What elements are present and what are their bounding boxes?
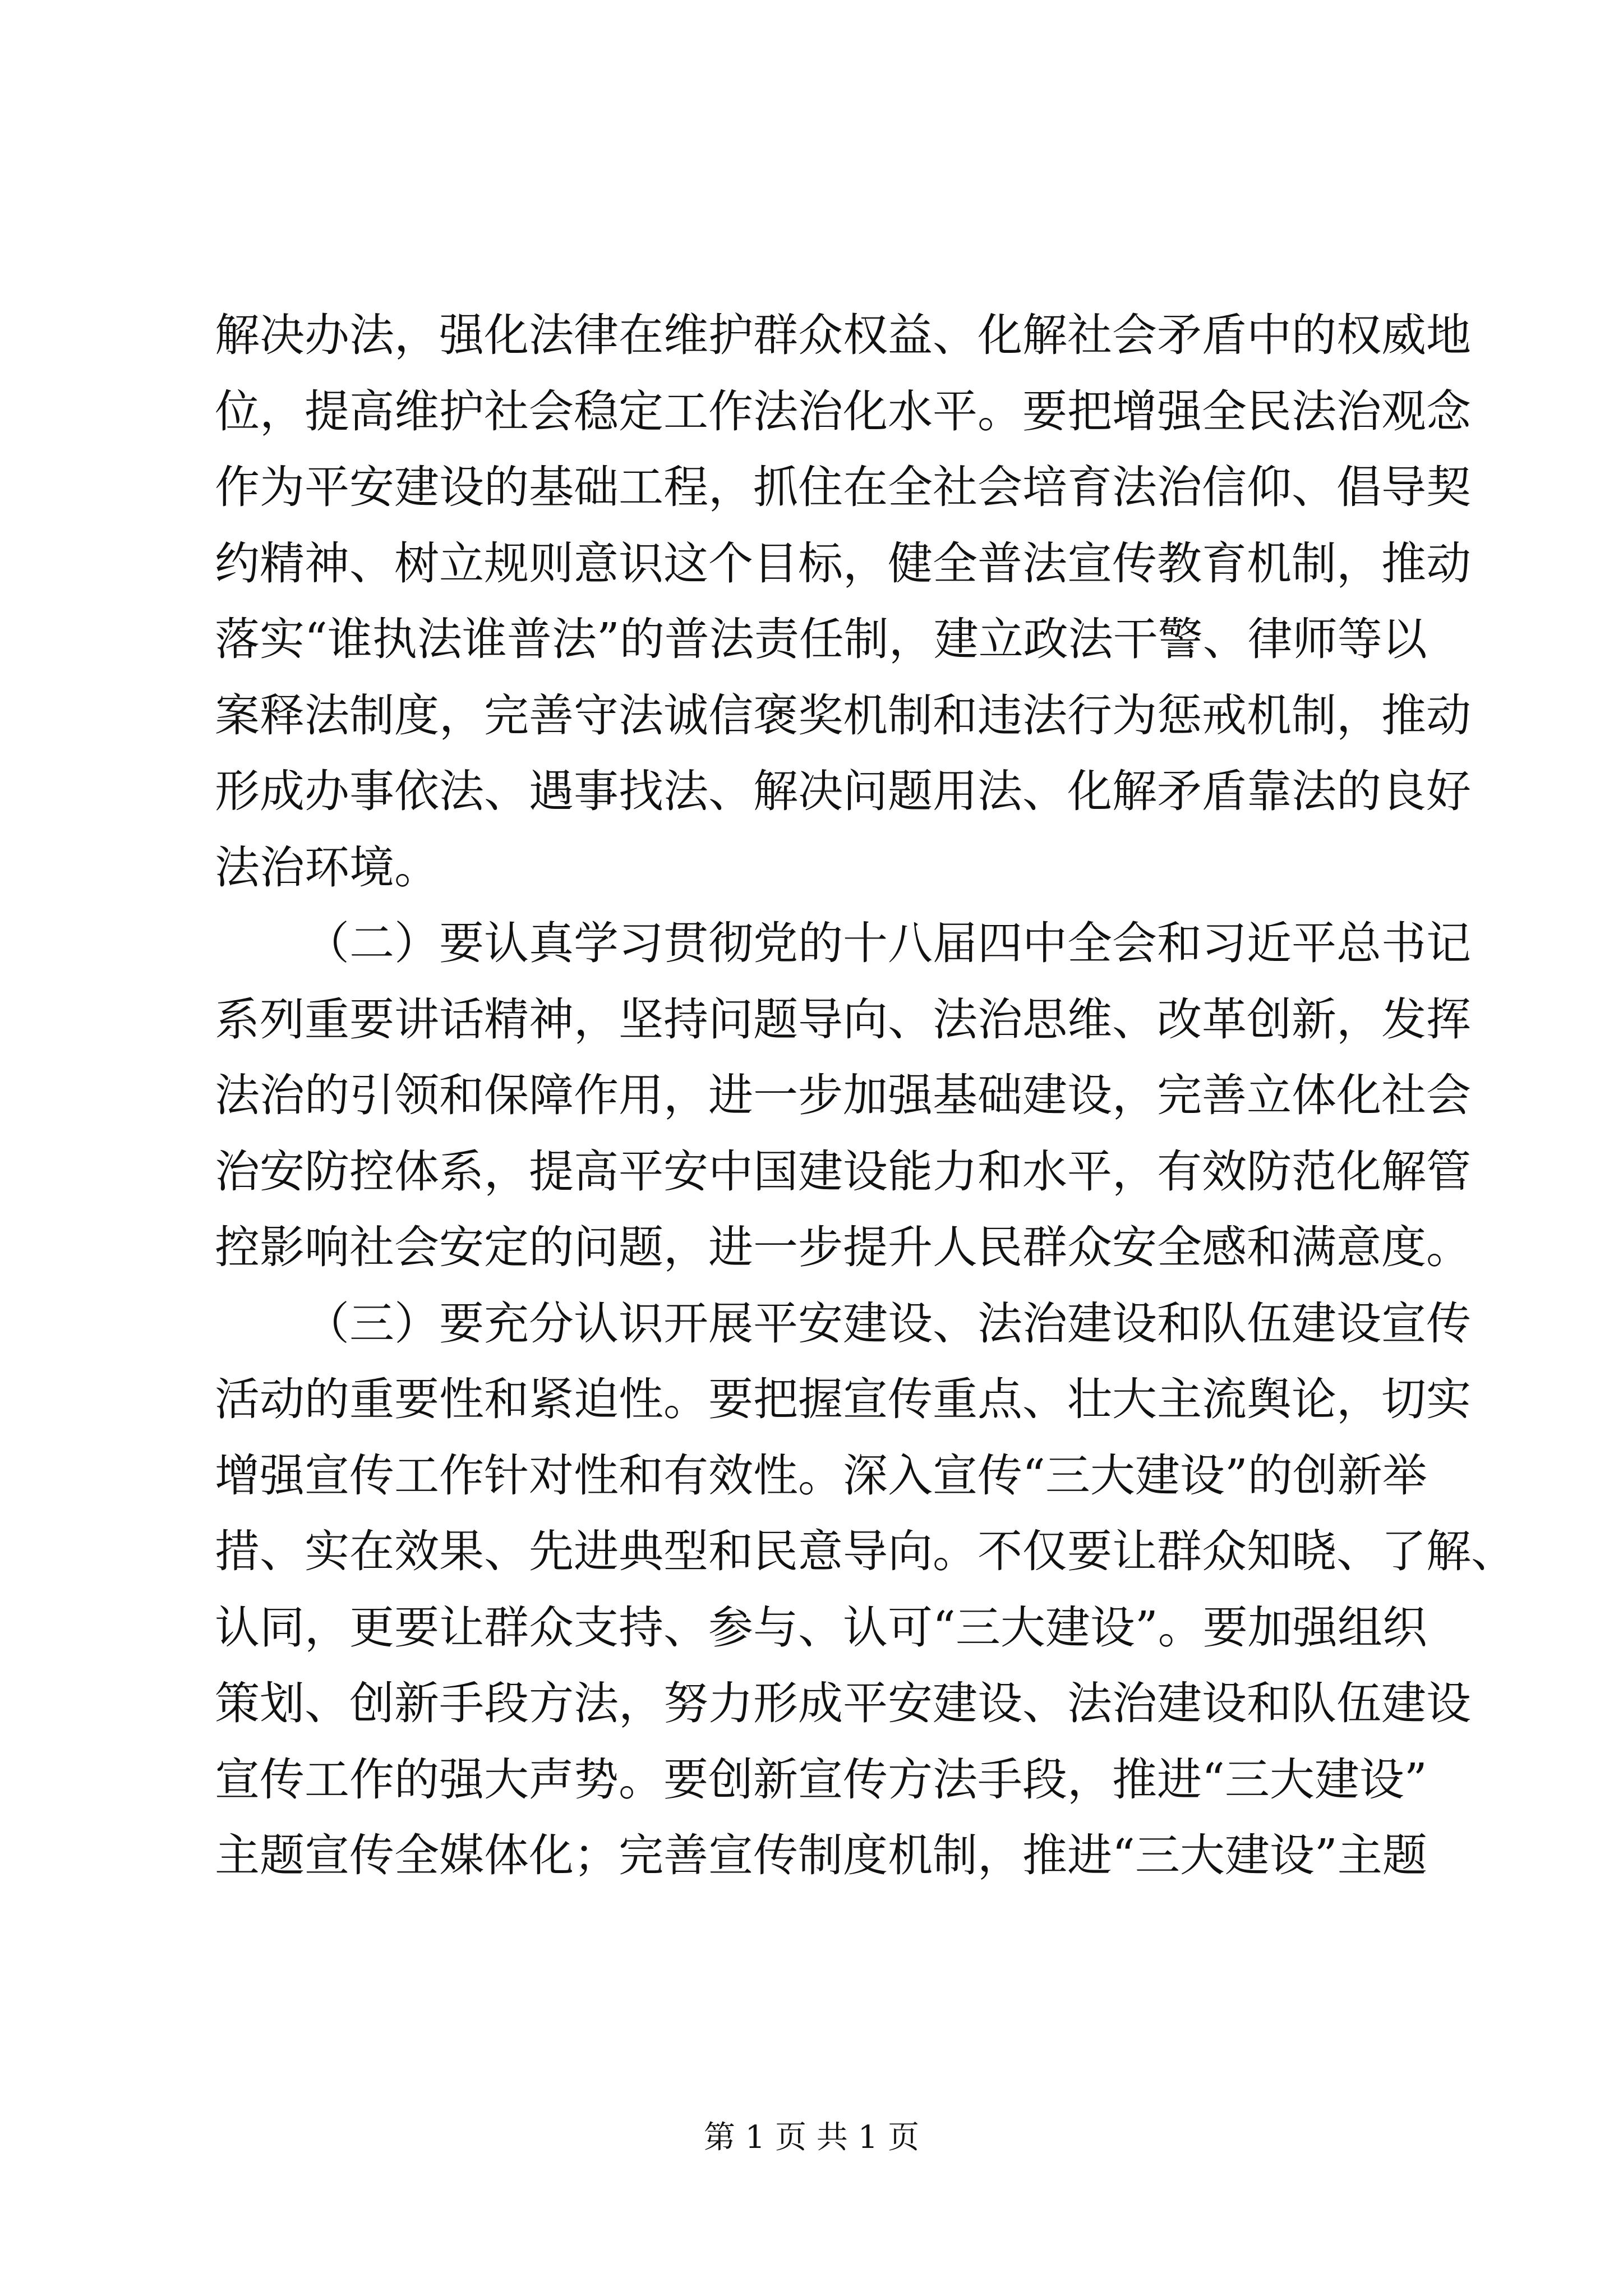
paragraph-heading-3: （三）要充分认识开展平安建设、法治建设和队伍建设宣传 xyxy=(305,1297,1471,1350)
page-footer: 第 1 页 共 1 页 xyxy=(703,2119,920,2156)
text-line: 位，提高维护社会稳定工作法治化水平。要把增强全民法治观念 xyxy=(215,385,1471,438)
text-line: 法治环境。 xyxy=(215,841,439,894)
text-line: 法治的引领和保障作用，进一步加强基础建设，完善立体化社会 xyxy=(215,1069,1471,1121)
text-line: 增强宣传工作针对性和有效性。深入宣传“三大建设”的创新举 xyxy=(215,1449,1427,1502)
text-line: 认同，更要让群众支持、参与、认可“三大建设”。要加强组织 xyxy=(215,1601,1427,1654)
text-line: 落实“谁执法谁普法”的普法责任制，建立政法干警、律师等以 xyxy=(215,613,1427,665)
text-line: 案释法制度，完善守法诚信褒奖机制和违法行为惩戒机制，推动 xyxy=(215,689,1471,742)
text-line: 解决办法，强化法律在维护群众权益、化解社会矛盾中的权威地 xyxy=(215,309,1471,361)
text-line: 策划、创新手段方法，努力形成平安建设、法治建设和队伍建设 xyxy=(215,1677,1471,1729)
text-line: 约精神、树立规则意识这个目标，健全普法宣传教育机制，推动 xyxy=(215,537,1471,590)
text-line: 活动的重要性和紧迫性。要把握宣传重点、壮大主流舆论，切实 xyxy=(215,1373,1471,1425)
text-line: 系列重要讲话精神，坚持问题导向、法治思维、改革创新，发挥 xyxy=(215,993,1471,1046)
text-line: 形成办事依法、遇事找法、解决问题用法、化解矛盾靠法的良好 xyxy=(215,765,1471,817)
text-line: 治安防控体系，提高平安中国建设能力和水平，有效防范化解管 xyxy=(215,1145,1471,1198)
text-line: 宣传工作的强大声势。要创新宣传方法手段，推进“三大建设” xyxy=(215,1753,1427,1806)
document-body xyxy=(215,297,1516,1894)
text-line: 控影响社会安定的问题，进一步提升人民群众安全感和满意度。 xyxy=(215,1221,1471,1273)
text-line: 主题宣传全媒体化；完善宣传制度机制，推进“三大建设”主题 xyxy=(215,1829,1427,1881)
text-line: 措、实在效果、先进典型和民意导向。不仅要让群众知晓、了解、 xyxy=(215,1525,1516,1577)
text-line: 作为平安建设的基础工程，抓住在全社会培育法治信仰、倡导契 xyxy=(215,461,1471,513)
paragraph-heading-2: （二）要认真学习贯彻党的十八届四中全会和习近平总书记 xyxy=(305,917,1471,969)
